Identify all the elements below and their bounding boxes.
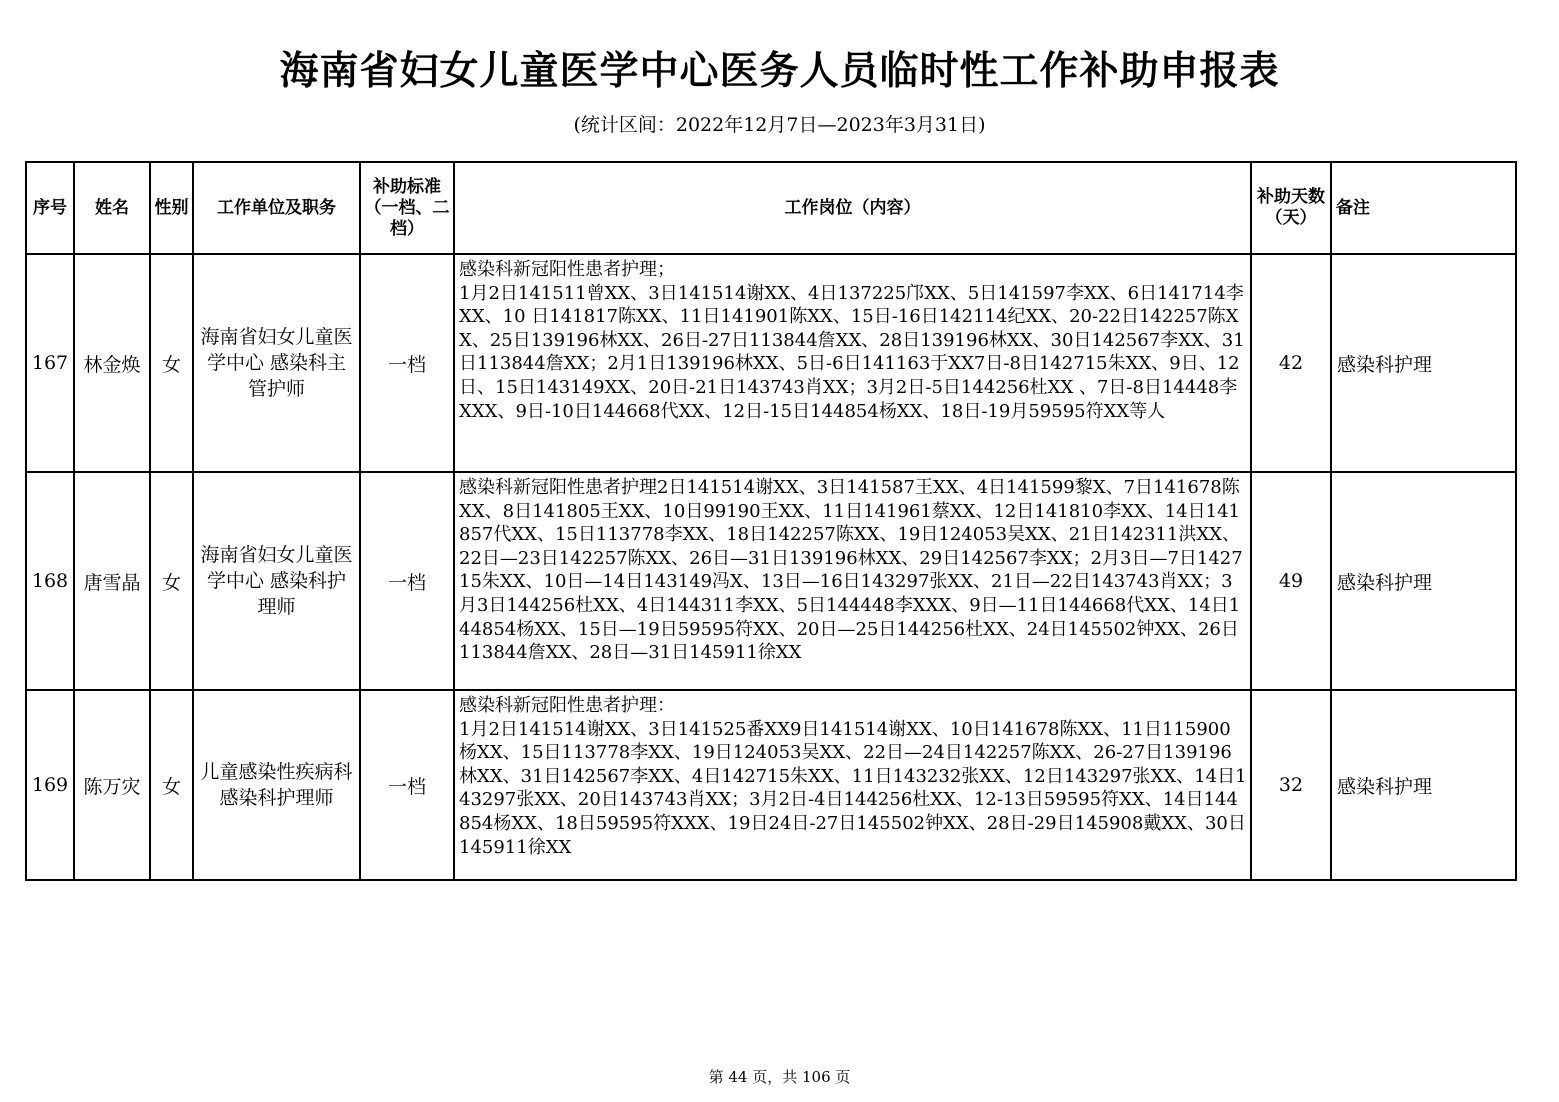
cell-post: 感染科新冠阳性患者护理； 1月2日141511曾XX、3日141514谢XX、4日137225邝XX、5日141597李XX、6日141714李XX、10 日141817陈XX、11日141901陈XX、15日-16日142114纪XX、20-22日142257陈XX、25日139196林XX、26日-27日113844詹XX、28日139196林XX、30日142567李XX、31日113844詹XX；2月1日139196林XX、5日-6日141163于XX7日-8日142715朱XX、9日、12日、15日143149XX、20日-21日143743肖XX；3月2日-5日144256杜XX 、7日-8日14448李XXX、9日-10日144668代XX、12日-15日144854杨XX、18日-19月59595符XX等人 xyxy=(454,254,1251,472)
cell-gender: 女 xyxy=(150,472,193,690)
header-post: 工作岗位（内容） xyxy=(454,162,1251,254)
cell-post: 感染科新冠阳性患者护理： 1月2日141514谢XX、3日141525番XX9日141514谢XX、10日141678陈XX、11日115900杨XX、15日113778李XX、19日124053吴XX、22日—24日142257陈XX、26-27日139196林XX、31日142567李XX、4日142715朱XX、11日143232张XX、12日143297张XX、14日143297张XX、20日143743肖XX；3月2日-4日144256杜XX、12-13日59595符XX、14日144854杨XX、18日59595符XXX、19日24日-27日145502钟XX、28日-29日145908戴XX、30日145911徐XX xyxy=(454,690,1251,880)
cell-remark: 感染科护理 xyxy=(1331,472,1516,690)
cell-name: 林金焕 xyxy=(74,254,150,472)
cell-standard: 一档 xyxy=(360,254,454,472)
table-row xyxy=(26,472,1516,690)
cell-unit: 儿童感染性疾病科 感染科护理师 xyxy=(193,690,360,880)
header-seq: 序号 xyxy=(26,162,74,254)
cell-seq: 168 xyxy=(26,472,74,690)
header-gender: 性别 xyxy=(150,162,193,254)
header-days: 补助天数（天） xyxy=(1251,162,1331,254)
document-subtitle: (统计区间：2022年12月7日—2023年3月31日) xyxy=(573,114,986,136)
cell-days: 42 xyxy=(1251,254,1331,472)
cell-days: 49 xyxy=(1251,472,1331,690)
cell-gender: 女 xyxy=(150,690,193,880)
cell-remark: 感染科护理 xyxy=(1331,254,1516,472)
page-footer: 第 44 页，共 106 页 xyxy=(708,1068,851,1086)
cell-gender: 女 xyxy=(150,254,193,472)
table-row xyxy=(26,690,1516,880)
cell-remark: 感染科护理 xyxy=(1331,690,1516,880)
header-unit: 工作单位及职务 xyxy=(193,162,360,254)
header-standard: 补助标准（一档、二档） xyxy=(360,162,454,254)
cell-post: 感染科新冠阳性患者护理2日141514谢XX、3日141587王XX、4日141599黎X、7日141678陈XX、8日141805王XX、10日99190王XX、11日141961蔡XX、12日141810李XX、14日141857代XX、15日113778李XX、18日142257陈XX、19日124053吴XX、21日142311洪XX、22日—23日142257陈XX、26日—31日139196林XX、29日142567李XX；2月3日—7日142715朱XX、10日—14日143149冯X、13日—16日143297张XX、21日—22日143743肖XX；3月3日144256杜XX、4日144311李XX、5日144448李XXX、9日—11日144668代XX、14日144854杨XX、15日—19日59595符XX、20日—25日144256杜XX、24日145502钟XX、26日113844詹XX、28日—31日145911徐XX xyxy=(454,472,1251,690)
cell-standard: 一档 xyxy=(360,690,454,880)
document-title: 海南省妇女儿童医学中心医务人员临时性工作补助申报表 xyxy=(279,49,1280,94)
header-remark: 备注 xyxy=(1331,162,1516,254)
cell-seq: 167 xyxy=(26,254,74,472)
cell-name: 唐雪晶 xyxy=(74,472,150,690)
table-row xyxy=(26,254,1516,472)
cell-unit: 海南省妇女儿童医学中心 感染科护理师 xyxy=(193,472,360,690)
cell-name: 陈万灾 xyxy=(74,690,150,880)
cell-standard: 一档 xyxy=(360,472,454,690)
cell-days: 32 xyxy=(1251,690,1331,880)
subsidy-table xyxy=(25,161,1517,881)
cell-unit: 海南省妇女儿童医学中心 感染科主管护师 xyxy=(193,254,360,472)
header-name: 姓名 xyxy=(74,162,150,254)
table-header-row xyxy=(26,162,1516,254)
cell-seq: 169 xyxy=(26,690,74,880)
